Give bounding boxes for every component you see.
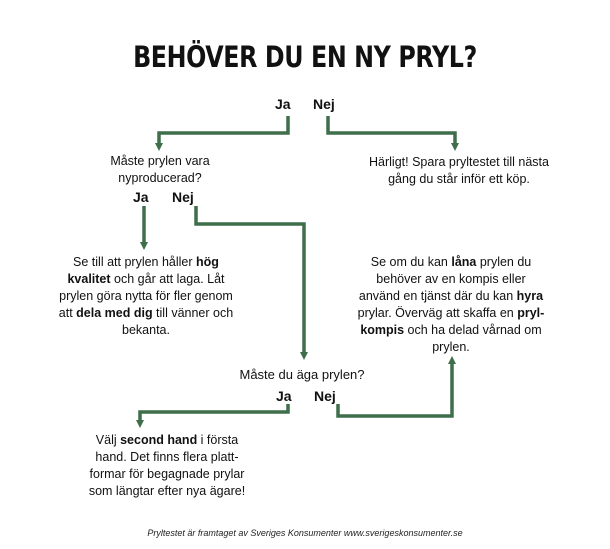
result-happy: Härligt! Spara pryltestet till nästa gång du står inför ett köp.	[369, 155, 549, 186]
page-title: BEHÖVER DU EN NY PRYL?	[133, 40, 477, 74]
arrow-top-no	[328, 116, 455, 147]
advice-secondhand: Välj second hand i första hand. Det finns flera platt-formar för begagnade prylar som längtar efter nya ägare!	[88, 433, 246, 498]
q1-no-label: Nej	[172, 189, 194, 205]
footer-credit: Pryltestet är framtaget av Sveriges Konsumenter www.sverigeskonsumenter.se	[147, 528, 463, 538]
question-2: Måste du äga prylen?	[239, 367, 365, 382]
advice-quality: Se till att prylen håller hög kvalitet och går att laga. Låt prylen göra nytta för fler genom att dela med dig till vänner och bekanta.	[58, 255, 234, 337]
q2-yes-label: Ja	[276, 388, 292, 404]
q2-no-label: Nej	[314, 388, 336, 404]
top-yes-label: Ja	[275, 96, 291, 112]
question-1: Måste prylen vara nyproducerad?	[110, 154, 210, 185]
arrow-q2-yes	[140, 404, 288, 424]
top-no-label: Nej	[313, 96, 335, 112]
q1-yes-label: Ja	[133, 189, 149, 205]
advice-borrow: Se om du kan låna prylen du behöver av en kompis eller använd en tjänst där du kan hyra prylar. Överväg att skaffa en pryl-kompis och ha delad vårnad om prylen.	[357, 255, 545, 354]
arrow-top-yes	[159, 116, 288, 147]
